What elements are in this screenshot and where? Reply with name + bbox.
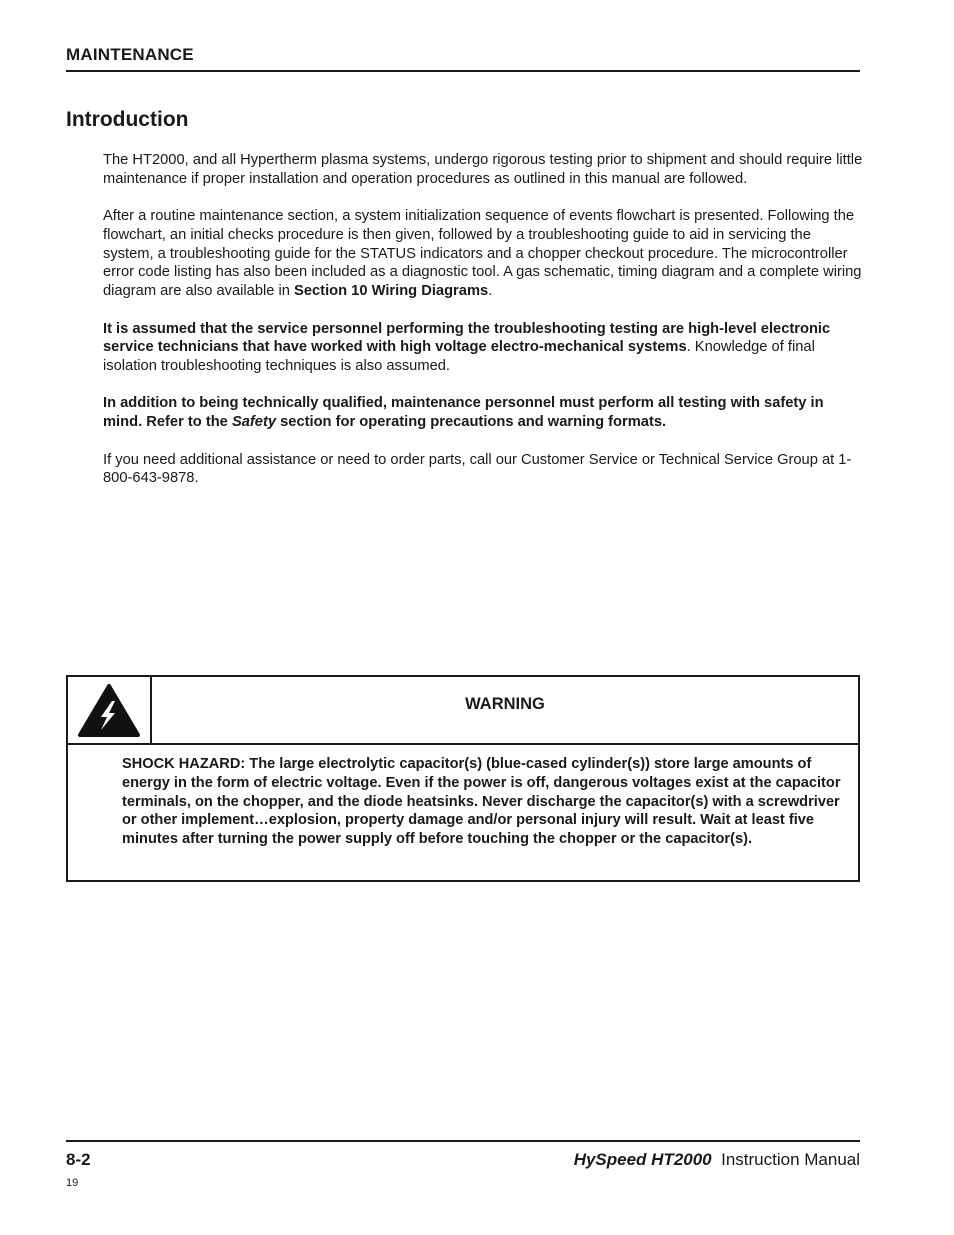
- paragraph-overview: After a routine maintenance section, a system initialization sequence of events flowchart is presented. Following the flowchart, an initial checks procedure is then given, followed by a troubleshooting guide to aid in servicing the system, a troubleshooting guide for the STATUS indicators and a chopper checkout procedure. The microcontroller error code listing has also been included as a diagnostic tool. A gas schematic, timing diagram and a complete wiring diagram are also available in Section 10 Wiring Diagrams.: [103, 208, 862, 300]
- section-header: MAINTENANCE: [66, 45, 194, 64]
- warning-box: [66, 675, 860, 882]
- paragraph-safety: In addition to being technically qualified, maintenance personnel must perform all testing with safety in mind. Refer to the Safety section for operating precautions and warning formats.: [103, 395, 824, 431]
- paragraph-assumption: It is assumed that the service personnel performing the troubleshooting testing are high-level electronic service technicians that have worked with high voltage electro-mechanical systems. Knowledge of final isolation troubleshooting techniques is also assumed.: [103, 320, 831, 375]
- page-number: 8-2: [66, 1150, 91, 1169]
- document-number: 19: [66, 1177, 79, 1189]
- body-text: [103, 151, 863, 507]
- safety-reference: Safety: [231, 414, 277, 431]
- header-rule: [66, 70, 860, 72]
- manual-title: HySpeed HT2000 Instruction Manual: [573, 1150, 860, 1169]
- paragraph-intro: The HT2000, and all Hypertherm plasma systems, undergo rigorous testing prior to shipment and should require little maintenance if proper installation and operation procedures as outlined in this manual are followed.: [103, 152, 863, 187]
- section-reference: Section 10 Wiring Diagrams: [294, 283, 489, 300]
- footer-rule: [66, 1140, 860, 1142]
- warning-body: SHOCK HAZARD: The large electrolytic capacitor(s) (blue-cased cylinder(s)) store large amounts of energy in the form of electric voltage. Even if the power is off, dangerous voltages exist at the capacitor terminals, on the chopper, and the diode heatsinks. Never discharge the capacitor(s) with a screwdriver or other implement…explosion, property damage and/or personal injury will result. Wait at least five minutes after turning the power supply off before touching the chopper or the capacitor(s).: [122, 756, 841, 848]
- warning-icon-cell: [68, 677, 152, 745]
- product-brand: HySpeed HT2000: [573, 1150, 712, 1169]
- shock-hazard-icon: [68, 677, 150, 743]
- page-title: Introduction: [66, 108, 189, 131]
- paragraph-contact: If you need additional assistance or need to order parts, call our Customer Service or Technical Service Group at 1-800-643-9878.: [103, 451, 852, 487]
- warning-title: WARNING: [465, 695, 545, 713]
- warning-title-cell: [152, 677, 858, 745]
